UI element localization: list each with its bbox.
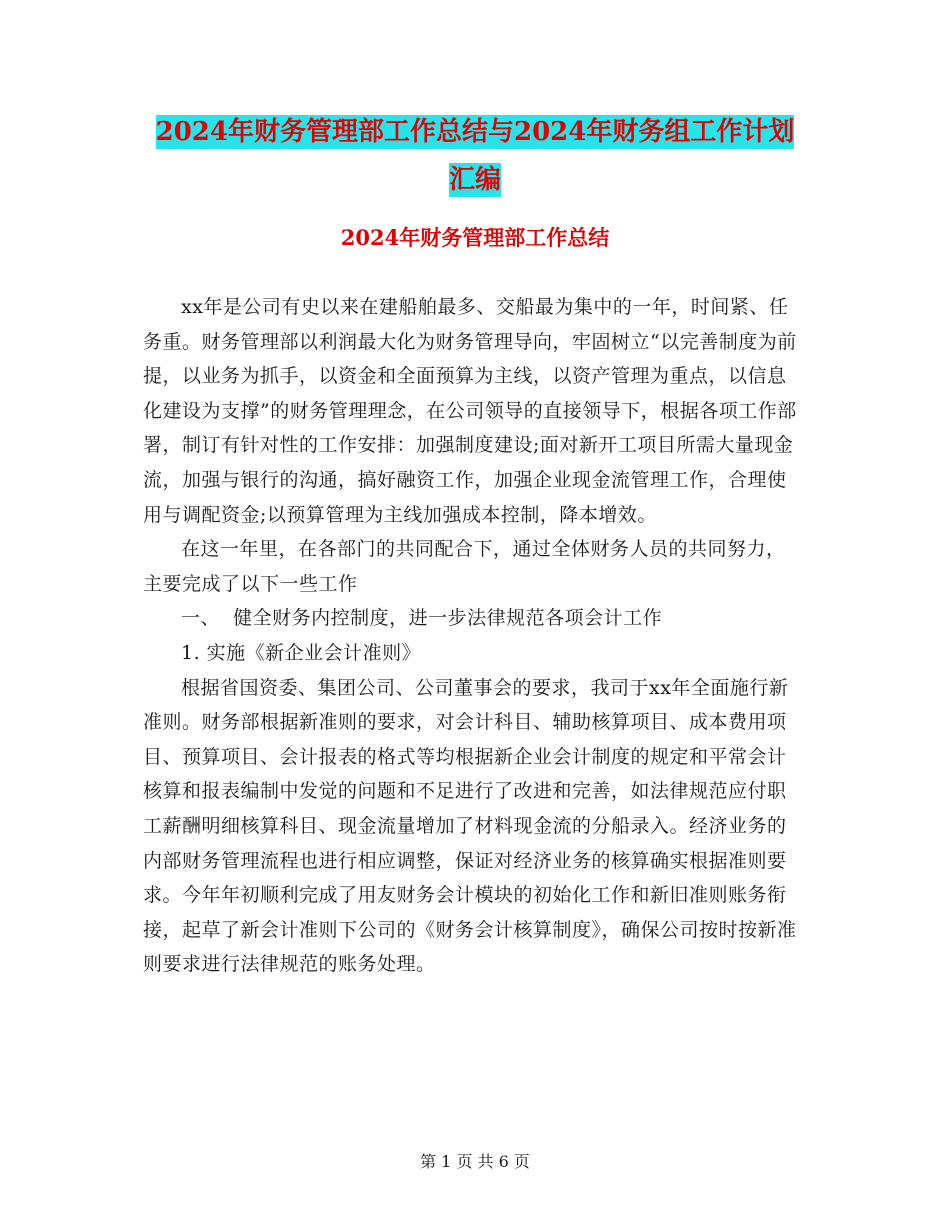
document-title <box>0 108 950 204</box>
page-footer: 第 1 页 共 6 页 <box>420 1152 530 1171</box>
section-title: 2024年财务管理部工作总结 <box>340 225 610 250</box>
paragraph-2: 在这一年里，在各部门的共同配合下，通过全体财务人员的共同努力，主要完成了以下一些工作 <box>143 538 786 595</box>
document-body <box>143 290 803 982</box>
paragraph-3: 根据省国资委、集团公司、公司董事会的要求，我司于xx年全面施行新准则。财务部根据新准则的要求，对会计科目、辅助核算项目、成本费用项目、预算项目、会计报表的格式等均根据新企业会计制度的规定和平常会计核算和报表编制中发觉的问题和不足进行了改进和完善，如法律规范应付职工薪酬明细核算科目、现金流量增加了材料现金流的分船录入。经济业务的内部财务管理流程也进行相应调整，保证对经济业务的核算确实根据准则要求。今年年初顺利完成了用友财务会计模块的初始化工作和新旧准则账务衔接，起草了新会计准则下公司的《财务会计核算制度》，确保公司按时按新准则要求进行法律规范的账务处理。 <box>143 676 797 976</box>
heading-level-2: 1. 实施《新企业会计准则》 <box>181 641 422 664</box>
paragraph-1: xx年是公司有史以来在建船舶最多、交船最为集中的一年，时间紧、任务重。财务管理部以利润最大化为财务管理导向，牢固树立“以完善制度为前提，以业务为抓手，以资金和全面预算为主线，以资产管理为重点，以信息化建设为支撑”的财务管理理念，在公司领导的直接领导下，根据各项工作部署，制订有针对性的工作安排：加强制度建设;面对新开工项目所需大量现金流，加强与银行的沟通，搞好融资工作，加强企业现金流管理工作，合理使用与调配资金;以预算管理为主线加强成本控制，降本增效。 <box>143 296 797 526</box>
title-line-2: 汇编 <box>448 165 501 195</box>
heading-level-1: 一、 健全财务内控制度，进一步法律规范各项会计工作 <box>181 607 663 630</box>
title-line-1: 2024年财务管理部工作总结与2024年财务组工作计划 <box>155 117 795 147</box>
